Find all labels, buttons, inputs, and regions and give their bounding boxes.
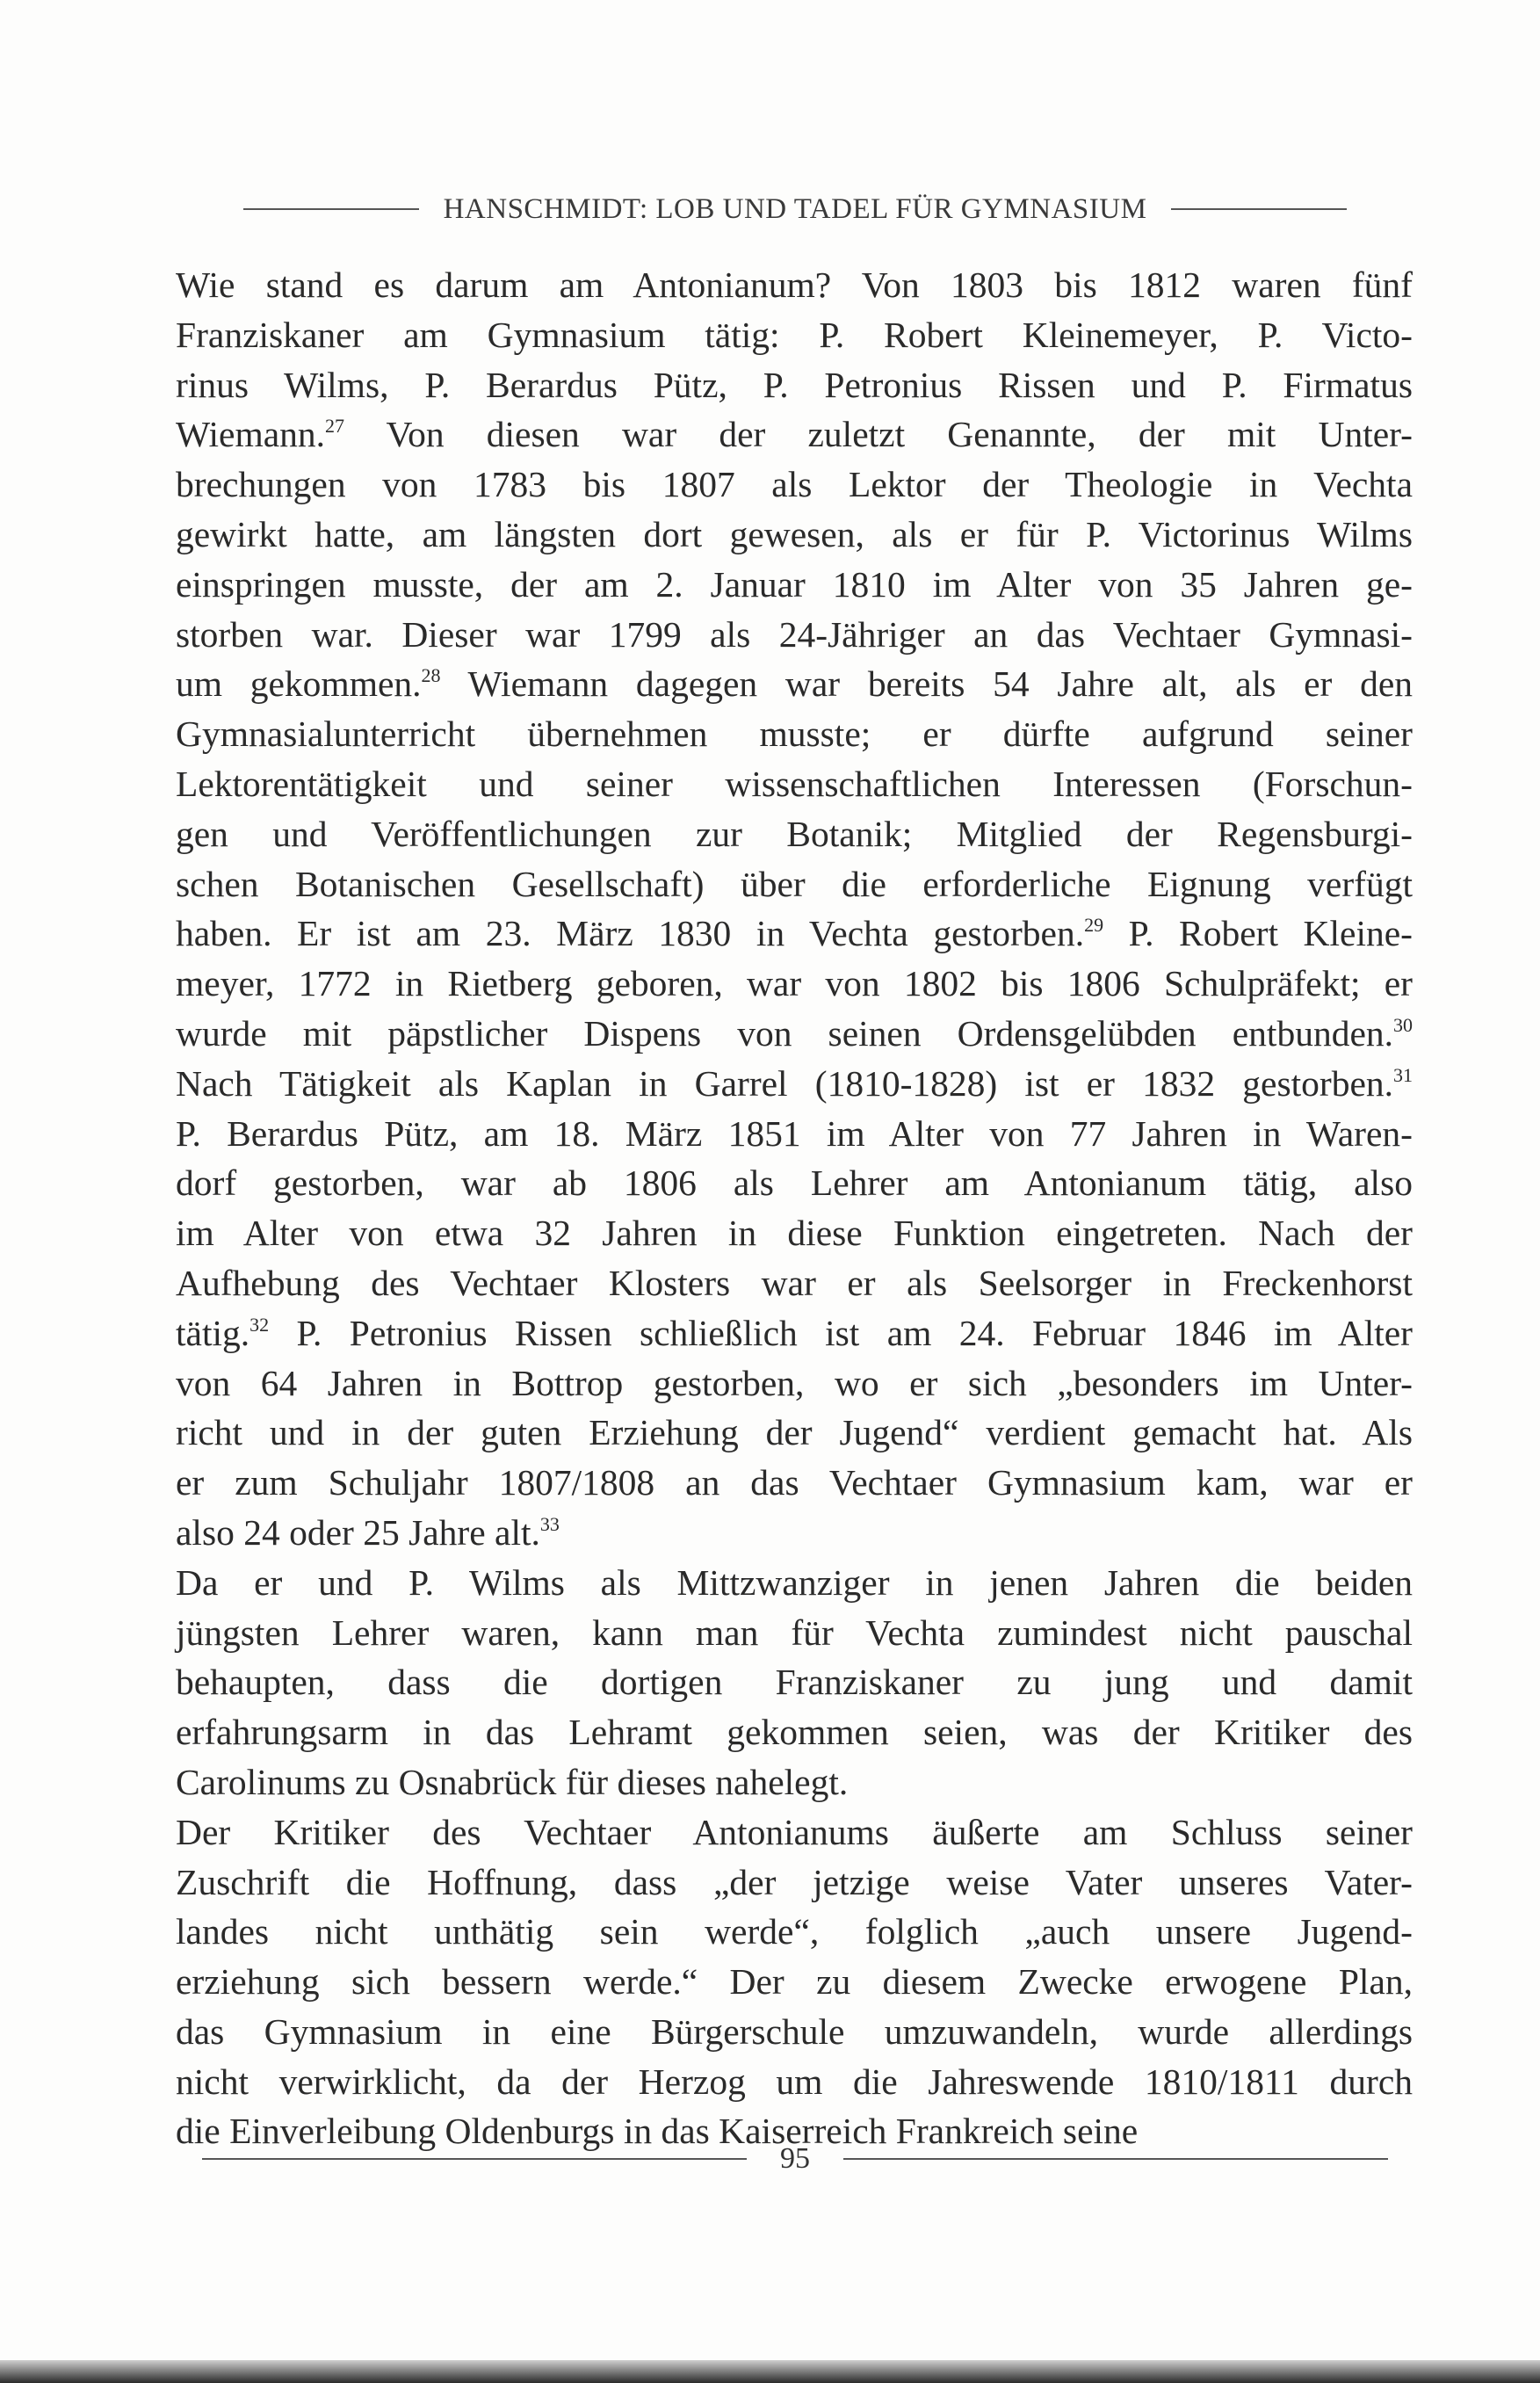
- line-text: Franziskaner am Gymnasium tätig: P. Robert Kleinemeyer, P. Victo-: [176, 314, 1413, 355]
- text-line: [176, 1158, 1413, 1208]
- paragraph: [176, 1558, 1413, 1807]
- text-line: [176, 1657, 1413, 1707]
- line-text: schen Botanischen Gesellschaft) über die erforderliche Eignung verfügt: [176, 863, 1413, 904]
- line-text: nicht verwirklicht, da der Herzog um die Jahreswende 1810/1811 durch: [176, 2061, 1413, 2102]
- line-text: Da er und P. Wilms als Mittzwanziger in jenen Jahren die beiden: [176, 1561, 1413, 1603]
- footnote-marker: 28: [421, 664, 441, 687]
- line-text: gen und Veröffentlichungen zur Botanik; Mitglied der Regensburgi-: [176, 813, 1413, 854]
- page-number: 95: [780, 2142, 810, 2175]
- line-text: dorf gestorben, war ab 1806 als Lehrer am Antonianum tätig, also: [176, 1163, 1413, 1204]
- line-text: Nach Tätigkeit als Kaplan in Garrel (1810-1828) ist er 1832 gestorben.: [176, 1062, 1393, 1104]
- text-line: [176, 409, 1413, 460]
- text-line: [176, 809, 1413, 859]
- line-text: behaupten, dass die dortigen Franziskaner zu jung und damit: [176, 1662, 1413, 1703]
- running-header-title: HANSCHMIDT: LOB UND TADEL FÜR GYMNASIUM: [443, 192, 1147, 225]
- text-line: [176, 1707, 1413, 1757]
- line-text: Lektorentätigkeit und seiner wissenschaftlichen Interessen (Forschun-: [176, 763, 1413, 804]
- text-line: [176, 360, 1413, 410]
- page-footer: [176, 2137, 1414, 2181]
- body-text: [176, 260, 1413, 2156]
- text-line: [176, 460, 1413, 510]
- line-text: erfahrungsarm in das Lehramt gekommen seien, was der Kritiker des: [176, 1712, 1413, 1753]
- header-rule-left: [243, 208, 419, 210]
- line-text: richt und in der guten Erziehung der Jugend“ verdient gemacht hat. Als: [176, 1412, 1413, 1453]
- footnote-marker: 33: [539, 1512, 560, 1535]
- text-line: [176, 1258, 1413, 1308]
- text-line: [176, 859, 1413, 909]
- line-text: Aufhebung des Vechtaer Klosters war er als Seelsorger in Freckenhorst: [176, 1262, 1413, 1303]
- line-text: Der Kritiker des Vechtaer Antonianums äußerte am Schluss seiner: [176, 1811, 1413, 1852]
- footnote-marker: 29: [1084, 914, 1104, 937]
- text-line: [176, 1109, 1413, 1159]
- line-text: also 24 oder 25 Jahre alt.: [176, 1511, 540, 1553]
- text-line: [176, 1059, 1413, 1109]
- line-text: er zum Schuljahr 1807/1808 an das Vechtaer Gymnasium kam, war er: [176, 1462, 1413, 1503]
- header-rule-right: [1171, 208, 1347, 210]
- line-text: Zuschrift die Hoffnung, dass „der jetzige weise Vater unseres Vater-: [176, 1861, 1413, 1902]
- text-line: [176, 1957, 1413, 2007]
- line-text: meyer, 1772 in Rietberg geboren, war von 1802 bis 1806 Schulpräfekt; er: [176, 963, 1413, 1004]
- text-line: [176, 709, 1413, 759]
- line-text: P. Berardus Pütz, am 18. März 1851 im Alter von 77 Jahren in Waren-: [176, 1112, 1413, 1154]
- text-line: [176, 260, 1413, 310]
- text-line: [176, 560, 1413, 610]
- text-line: [176, 1907, 1413, 1957]
- line-text-continued: Von diesen war der zuletzt Genannte, der mit Unter-: [344, 414, 1413, 455]
- footnote-marker: 32: [249, 1313, 270, 1336]
- text-line: [176, 310, 1413, 360]
- scan-bottom-edge: [0, 2360, 1540, 2383]
- footnote-marker: 27: [325, 415, 345, 438]
- line-text: das Gymnasium in eine Bürgerschule umzuwandeln, wurde allerdings: [176, 2010, 1413, 2052]
- text-line: [176, 1858, 1413, 1908]
- text-line: [176, 1608, 1413, 1658]
- line-text: von 64 Jahren in Bottrop gestorben, wo er sich „besonders im Unter-: [176, 1362, 1413, 1403]
- text-line: [176, 1208, 1413, 1258]
- line-text: storben war. Dieser war 1799 als 24-Jähriger an das Vechtaer Gymnasi-: [176, 613, 1413, 655]
- line-text-continued: P. Robert Kleine-: [1103, 913, 1413, 954]
- line-text-continued: Wiemann dagegen war bereits 54 Jahre alt, als er den: [440, 663, 1413, 705]
- line-text: im Alter von etwa 32 Jahren in diese Funktion eingetreten. Nach der: [176, 1213, 1413, 1254]
- footer-rule-right: [843, 2158, 1388, 2160]
- line-text: rinus Wilms, P. Berardus Pütz, P. Petronius Rissen und P. Firmatus: [176, 364, 1413, 405]
- text-line: [176, 1358, 1413, 1409]
- footer-rule-left: [202, 2158, 747, 2160]
- text-line: [176, 2007, 1413, 2057]
- line-text: brechungen von 1783 bis 1807 als Lektor der Theologie in Vechta: [176, 464, 1413, 505]
- line-text: Carolinums zu Osnabrück für dieses nahelegt.: [176, 1761, 849, 1802]
- line-text: Wie stand es darum am Antonianum? Von 1803 bis 1812 waren fünf: [176, 264, 1413, 305]
- text-line: [176, 1308, 1413, 1358]
- text-line: [176, 1458, 1413, 1508]
- paragraph: [176, 1807, 1413, 2157]
- text-line: [176, 1508, 1413, 1558]
- paragraph: [176, 260, 1413, 1558]
- footnote-marker: 31: [1393, 1063, 1413, 1086]
- text-line: [176, 1558, 1413, 1608]
- line-text: wurde mit päpstlicher Dispens von seinen Ordensgelübden entbunden.: [176, 1012, 1393, 1054]
- text-line: [176, 510, 1413, 560]
- line-text: tätig.: [176, 1312, 250, 1353]
- line-text: Wiemann.: [176, 414, 326, 455]
- line-text: haben. Er ist am 23. März 1830 in Vechta gestorben.: [176, 913, 1085, 954]
- text-line: [176, 1009, 1413, 1059]
- line-text-continued: P. Petronius Rissen schließlich ist am 24. Februar 1846 im Alter: [269, 1312, 1413, 1353]
- text-line: [176, 759, 1413, 809]
- line-text: die Einverleibung Oldenburgs in das Kaiserreich Frankreich seine: [176, 2111, 1139, 2152]
- text-line: [176, 1807, 1413, 1858]
- line-text: erziehung sich bessern werde.“ Der zu diesem Zwecke erwogene Plan,: [176, 1961, 1413, 2003]
- text-line: [176, 659, 1413, 709]
- line-text: landes nicht unthätig sein werde“, folglich „auch unsere Jugend-: [176, 1911, 1413, 1952]
- text-line: [176, 610, 1413, 660]
- running-header: [176, 183, 1414, 235]
- text-line: [176, 909, 1413, 959]
- line-text: einspringen musste, der am 2. Januar 1810 im Alter von 35 Jahren ge-: [176, 563, 1413, 605]
- line-text: um gekommen.: [176, 663, 422, 705]
- text-line: [176, 1408, 1413, 1458]
- line-text: gewirkt hatte, am längsten dort gewesen, als er für P. Victorinus Wilms: [176, 513, 1413, 554]
- line-text: jüngsten Lehrer waren, kann man für Vechta zumindest nicht pauschal: [176, 1612, 1413, 1653]
- footnote-marker: 30: [1393, 1013, 1413, 1036]
- text-line: [176, 959, 1413, 1009]
- text-line: [176, 2057, 1413, 2107]
- text-line: [176, 1757, 1413, 1807]
- line-text: Gymnasialunterricht übernehmen musste; er dürfte aufgrund seiner: [176, 713, 1413, 755]
